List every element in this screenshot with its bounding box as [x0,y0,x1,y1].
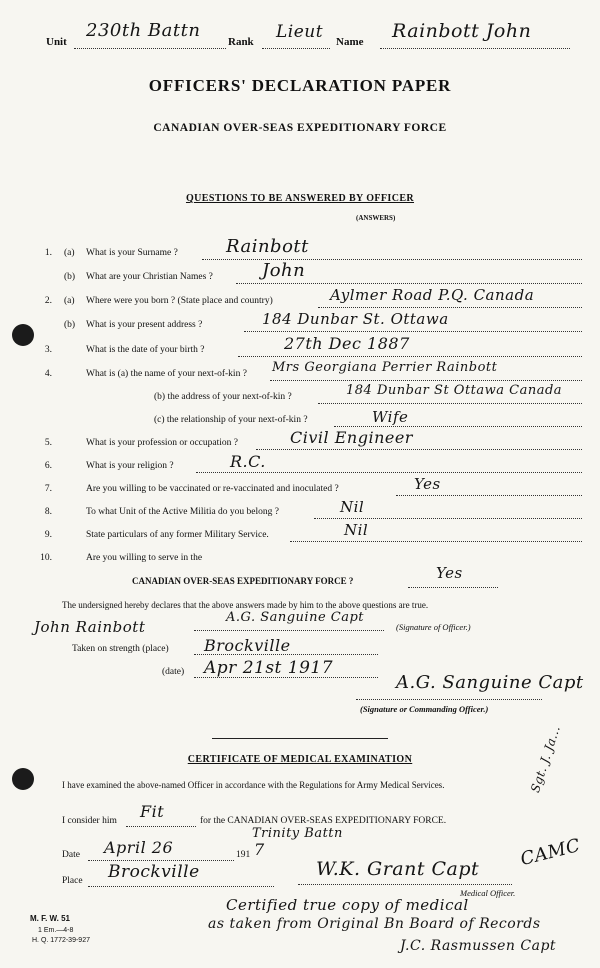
declaration-text: The undersigned hereby declares that the above answers made by him to the above questions are true. [62,600,429,610]
medical-place-label: Place [62,876,83,886]
question-number: 8. [44,507,52,517]
page-title: OFFICERS' DECLARATION PAPER [148,76,452,95]
question-number: 7. [44,484,52,494]
answer-line [236,283,582,284]
answer-relationship: Wife [372,408,409,426]
medical-date-line [88,860,234,861]
witness-signature: A.G. Sanguine Capt [226,610,365,625]
questions-heading: QUESTIONS TO BE ANSWERED BY OFFICER [185,193,415,204]
answer-militia-unit: Nil [340,498,365,516]
co-caption: (Signature or Commanding Officer.) [360,704,489,714]
force-title: CANADIAN OVER-SEAS EXPEDITIONARY FORCE [153,122,447,134]
medical-place-line [88,886,274,887]
answer-line [396,495,582,496]
taken-place: Brockville [204,636,291,655]
q10-force-text: CANADIAN OVER-SEAS EXPEDITIONARY FORCE ? [132,576,354,586]
question-text: Are you willing to serve in the [86,553,203,563]
question-text: What is the date of your birth ? [86,345,205,355]
medical-date: April 26 [104,838,174,857]
certified-line-1: Certified true copy of medical [226,896,469,914]
form-code: M. F. W. 51 [30,914,71,923]
medical-title: CERTIFICATE OF MEDICAL EXAMINATION [187,754,413,765]
year-suffix: 7 [254,840,265,859]
answer-birth-date: 27th Dec 1887 [284,334,410,353]
co-signature: A.G. Sanguine Capt [396,672,584,693]
taken-label: Taken on strength (place) [72,644,169,654]
answer-line [290,541,582,542]
question-number: 6. [44,461,52,471]
answer-birthplace: Aylmer Road P.Q. Canada [330,286,535,304]
question-sub: (a) [64,296,75,306]
answer-line [244,331,582,332]
question-text: To what Unit of the Active Militia do you belong ? [86,507,279,517]
certified-line-2: as taken from Original Bn Board of Records [208,916,541,932]
answer-line [196,472,582,473]
question-text: What is your present address ? [86,320,203,330]
question-number: 10. [40,553,52,563]
officer-signature: John Rainbott [34,618,146,636]
question-sub: (b) [64,320,76,330]
answer-line [408,587,498,588]
question-text: Where were you born ? (State place and country) [86,296,273,306]
question-number: 9. [44,530,52,540]
question-number: 3. [44,345,52,355]
answer-surname: Rainbott [226,236,309,257]
name-label: Name [336,36,364,48]
date-label: (date) [162,667,185,677]
unit-note: Trinity Battn [252,826,343,841]
answer-willing-to-serve: Yes [436,564,463,582]
divider [212,738,388,739]
consider-rest: for the CANADIAN OVER-SEAS EXPEDITIONARY FORCE. [200,816,447,826]
mo-signature: W.K. Grant Capt [316,858,480,880]
taken-date: Apr 21st 1917 [204,658,334,678]
unit-underline [74,48,226,49]
name-underline [380,48,570,49]
question-text: What is your Surname ? [86,248,178,258]
signature-line [194,630,384,631]
name-value: Rainbott John [392,20,532,42]
question-text: (b) the address of your next-of-kin ? [154,392,292,402]
consider-label: I consider him [62,816,117,826]
answer-line [334,426,582,427]
amc-stamp: CAMC [518,834,583,871]
question-text: Are you willing to be vaccinated or re-vaccinated and inoculated ? [86,484,339,494]
answer-line [314,518,582,519]
answer-vaccinated: Yes [414,475,441,493]
question-text: What is your profession or occupation ? [86,438,238,448]
answer-christian-names: John [262,260,306,281]
answer-line [256,449,582,450]
answer-former-service: Nil [344,521,369,539]
medical-statement: I have examined the above-named Officer in accordance with the Regulations for Army Medical Services. [62,780,445,790]
answer-line [318,403,582,404]
punch-hole-top [12,324,34,346]
question-text: State particulars of any former Military Service. [86,530,269,540]
question-number: 4. [44,369,52,379]
answer-next-of-kin: Mrs Georgiana Perrier Rainbott [272,360,498,375]
question-sub: (b) [64,272,76,282]
question-number: 2. [44,296,52,306]
consider-line [126,826,196,827]
medical-place: Brockville [108,862,200,882]
form-code-line-2: 1 Em.—4-8 [38,927,74,934]
question-text: What are your Christian Names ? [86,272,213,282]
question-number: 1. [44,248,52,258]
form-code-line-3: H. Q. 1772-39-927 [32,937,90,944]
medical-date-label: Date [62,850,80,860]
rank-value: Lieut [276,22,324,42]
margin-note: Sgt. J. Ja... [528,723,563,795]
unit-value: 230th Battn [86,20,201,41]
answer-next-of-kin-address: 184 Dunbar St Ottawa Canada [346,383,563,398]
answer-religion: R.C. [230,452,266,471]
question-text: What is (a) the name of your next-of-kin ? [86,369,247,379]
year-prefix: 191 [236,850,251,860]
question-text: What is your religion ? [86,461,174,471]
mo-line [298,884,512,885]
answer-line [318,307,582,308]
rank-underline [262,48,330,49]
question-text: (c) the relationship of your next-of-kin ? [154,415,308,425]
question-sub: (a) [64,248,75,258]
signature-caption: (Signature of Officer.) [396,622,471,632]
answer-occupation: Civil Engineer [290,428,413,447]
certified-line-3: J.C. Rasmussen Capt [400,938,557,954]
punch-hole-bottom [12,768,34,790]
co-signature-line [356,699,542,700]
answer-present-address: 184 Dunbar St. Ottawa [262,310,449,328]
unit-label: Unit [46,36,67,48]
mo-caption: Medical Officer. [460,888,516,898]
consider-value: Fit [140,802,165,821]
answer-line [270,380,582,381]
question-number: 5. [44,438,52,448]
answers-heading: (ANSWERS) [356,214,396,222]
rank-label: Rank [228,36,254,48]
answer-line [238,356,582,357]
answer-line [202,259,582,260]
